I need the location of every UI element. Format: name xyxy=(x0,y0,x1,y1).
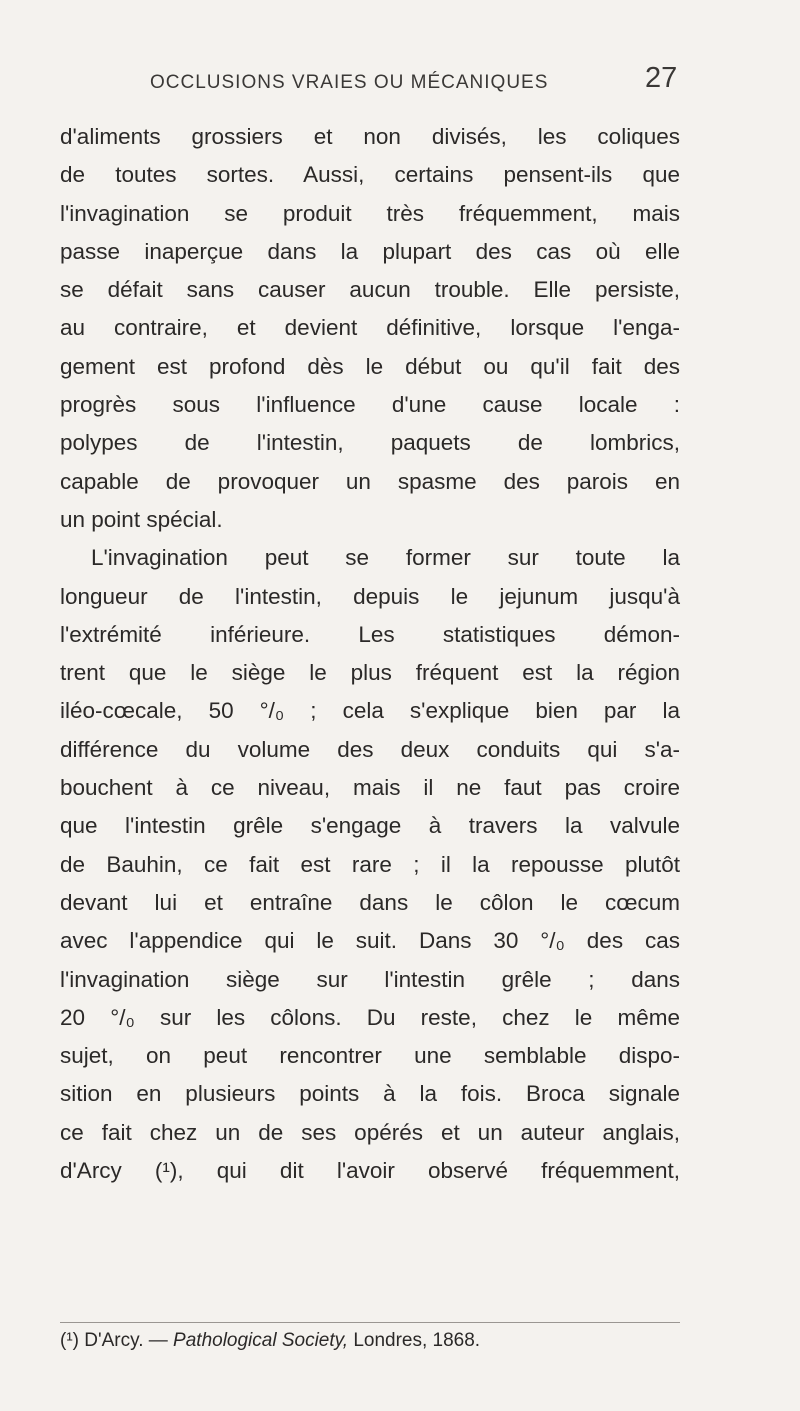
text-line: passe inaperçue dans la plupart des cas où elle xyxy=(60,238,680,264)
text-line: sition en plusieurs points à la fois. Broca signale xyxy=(60,1081,680,1107)
text-line: gement est profond dès le début ou qu'il fait des xyxy=(60,353,680,379)
text-line: de Bauhin, ce fait est rare ; il la repousse plutôt xyxy=(60,851,680,877)
text-line: l'invagination siège sur l'intestin grêle ; dans xyxy=(60,966,680,992)
text-line: d'Arcy (¹), qui dit l'avoir observé fréquemment, xyxy=(60,1158,680,1184)
text-line: différence du volume des deux conduits qui s'a- xyxy=(60,736,680,762)
text-line: au contraire, et devient définitive, lorsque l'enga- xyxy=(60,315,680,341)
text-line: l'extrémité inférieure. Les statistiques démon- xyxy=(60,621,680,647)
text-line: que l'intestin grêle s'engage à travers la valvule xyxy=(60,813,680,839)
footnote-marker: (¹) xyxy=(60,1330,79,1351)
text-line: sujet, on peut rencontrer une semblable dispo- xyxy=(60,1043,680,1069)
text-line: un point spécial. xyxy=(60,506,223,532)
text-line: de toutes sortes. Aussi, certains pensent-ils que xyxy=(60,162,680,188)
footnote-journal: Pathological Society, xyxy=(173,1330,349,1351)
page-number: 27 xyxy=(645,62,678,94)
text-line: se défait sans causer aucun trouble. Elle persiste, xyxy=(60,277,680,303)
text-line: progrès sous l'influence d'une cause locale : xyxy=(60,392,680,418)
text-line: bouchent à ce niveau, mais il ne faut pas croire xyxy=(60,775,680,801)
text-line: d'aliments grossiers et non divisés, les coliques xyxy=(60,124,680,149)
text-line: trent que le siège le plus fréquent est la région xyxy=(60,660,680,686)
text-line: l'invagination se produit très fréquemment, mais xyxy=(60,200,680,226)
text-line: capable de provoquer un spasme des parois en xyxy=(60,468,680,494)
text-line: devant lui et entraîne dans le côlon le cœcum xyxy=(60,889,680,915)
text-line: 20 °/₀ sur les côlons. Du reste, chez le même xyxy=(60,1004,680,1030)
footnote-divider xyxy=(60,1322,680,1323)
footnote-author: D'Arcy. — xyxy=(84,1330,168,1351)
footnote xyxy=(60,1328,680,1354)
text-line: iléo-cœcale, 50 °/₀ ; cela s'explique bien par la xyxy=(60,698,680,724)
running-head: OCCLUSIONS VRAIES OU MÉCANIQUES xyxy=(150,72,549,93)
text-line: L'invagination peut se former sur toute la xyxy=(91,545,680,571)
body-text xyxy=(60,118,680,1190)
text-line: ce fait chez un de ses opérés et un auteur anglais, xyxy=(60,1119,680,1145)
text-line: longueur de l'intestin, depuis le jejunum jusqu'à xyxy=(60,583,680,609)
text-line: polypes de l'intestin, paquets de lombrics, xyxy=(60,430,680,456)
footnote-place-year: Londres, 1868. xyxy=(353,1330,481,1351)
text-line: avec l'appendice qui le suit. Dans 30 °/₀ des cas xyxy=(60,928,680,954)
